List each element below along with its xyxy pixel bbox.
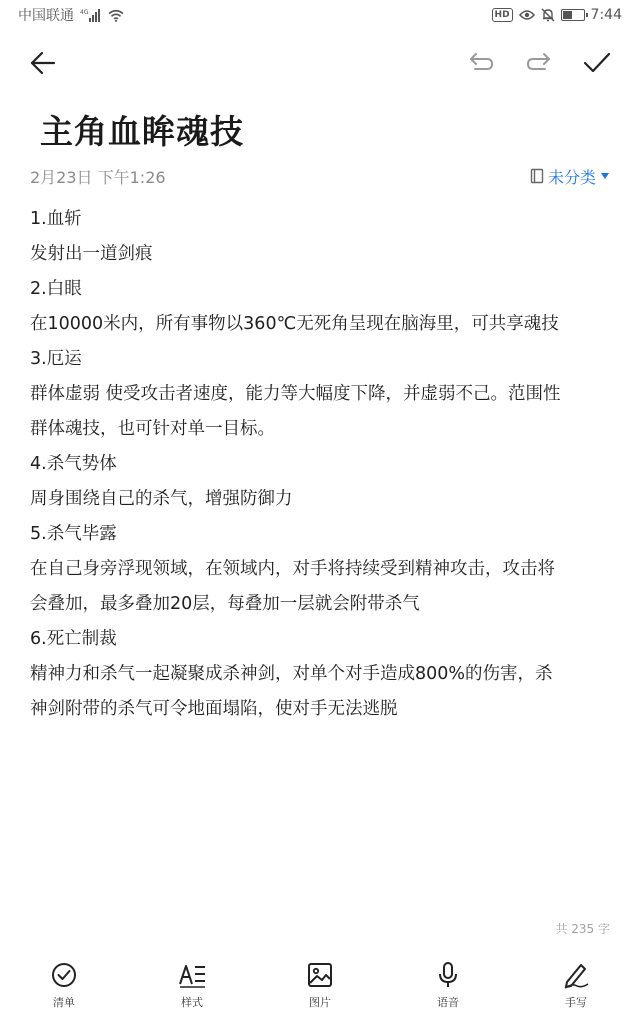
note-title[interactable]: 主角血眸魂技 xyxy=(40,112,244,151)
note-body[interactable] xyxy=(30,202,612,727)
back-arrow-icon xyxy=(29,49,57,77)
handwriting-icon xyxy=(561,960,591,990)
image-label: 图片 xyxy=(309,996,331,1009)
text-style-icon xyxy=(177,960,207,990)
check-icon xyxy=(582,51,612,75)
back-button[interactable] xyxy=(20,40,66,86)
microphone-icon xyxy=(433,960,463,990)
clock: 7:44 xyxy=(590,7,622,23)
bottom-toolbar xyxy=(0,958,640,1024)
body-line: 在10000米内，所有事物以360℃无死角呈现在脑海里，可共享魂技 xyxy=(30,314,559,334)
signal-icon xyxy=(80,8,102,22)
handwriting-label: 手写 xyxy=(565,996,587,1009)
battery-icon xyxy=(561,9,585,21)
eye-icon xyxy=(519,9,535,21)
body-line: 精神力和杀气一起凝聚成杀神剑，对单个对手造成800%的伤害，杀 xyxy=(30,664,553,684)
handwriting-button[interactable] xyxy=(526,958,626,1010)
chevron-down-icon xyxy=(600,172,610,180)
body-line: 5.杀气毕露 xyxy=(30,524,117,544)
redo-button[interactable] xyxy=(516,40,562,86)
text-style-button[interactable] xyxy=(142,958,242,1010)
body-line: 3.厄运 xyxy=(30,349,82,369)
done-button[interactable] xyxy=(574,40,620,86)
hd-icon: HD xyxy=(492,8,513,22)
body-line: 群体虚弱 使受攻击者速度，能力等大幅度下降，并虚弱不己。范围性 xyxy=(30,384,561,404)
body-line: 6.死亡制裁 xyxy=(30,629,117,649)
voice-label: 语音 xyxy=(437,996,459,1009)
network-type: 4G xyxy=(80,9,89,16)
bell-off-icon xyxy=(541,8,555,22)
notebook-icon xyxy=(530,168,544,184)
text-style-label: 样式 xyxy=(181,996,203,1009)
checklist-icon xyxy=(49,960,79,990)
checklist-label: 清单 xyxy=(53,996,75,1009)
checklist-button[interactable] xyxy=(14,958,114,1010)
body-line: 1.血斩 xyxy=(30,209,82,229)
note-date: 2月23日 下午1:26 xyxy=(30,167,166,187)
carrier-name: 中国联通 xyxy=(18,8,74,24)
note-meta xyxy=(30,164,610,188)
body-line: 在自己身旁浮现领域，在领域内，对手将持续受到精神攻击，攻击将 xyxy=(30,559,555,579)
body-line: 神剑附带的杀气可令地面塌陷，使对手无法逃脱 xyxy=(30,699,398,719)
body-line: 发射出一道剑痕 xyxy=(30,244,153,264)
body-line: 周身围绕自己的杀气，增强防御力 xyxy=(30,489,293,509)
undo-button[interactable] xyxy=(458,40,504,86)
redo-icon xyxy=(525,52,553,74)
toolbar xyxy=(0,40,640,86)
category-selector[interactable] xyxy=(530,165,610,188)
status-right xyxy=(492,7,622,23)
undo-icon xyxy=(467,52,495,74)
category-label: 未分类 xyxy=(547,167,596,187)
body-line: 2.白眼 xyxy=(30,279,82,299)
wifi-icon xyxy=(108,9,124,22)
body-line: 会叠加，最多叠加20层，每叠加一层就会附带杀气 xyxy=(30,594,420,614)
image-button[interactable] xyxy=(270,958,370,1010)
status-bar xyxy=(0,0,640,30)
word-count: 共 235 字 xyxy=(555,922,610,936)
image-icon xyxy=(305,960,335,990)
status-left xyxy=(18,5,124,25)
voice-button[interactable] xyxy=(398,958,498,1010)
body-line: 4.杀气势体 xyxy=(30,454,117,474)
body-line: 群体魂技，也可针对单一目标。 xyxy=(30,419,275,439)
